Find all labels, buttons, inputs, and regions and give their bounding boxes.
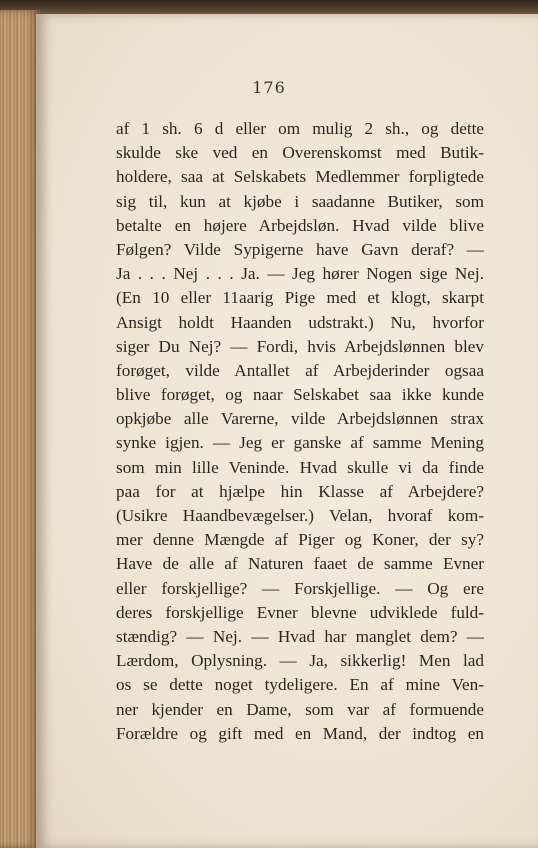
text-line: (En 10 eller 11aarig Pige med et klogt, skarpt	[116, 288, 484, 308]
text-line: holdere, saa at Selskabets Medlemmer forpligtede	[116, 167, 484, 187]
text-line: mer denne Mængde af Piger og Koner, der sy?	[116, 530, 484, 550]
text-line: Have de alle af Naturen faaet de samme Evner	[116, 554, 484, 574]
text-line: stændig? — Nej. — Hvad har manglet dem? —	[116, 626, 484, 646]
text-line: opkjøbe alle Varerne, vilde Arbejdslønnen strax	[116, 409, 484, 429]
text-line: forøget, vilde Antallet af Arbejderinder ogsaa	[116, 360, 484, 380]
text-line: Forældre og gift med en Mand, der indtog en	[116, 723, 484, 743]
page-number: 176	[252, 78, 286, 97]
text-line: os se dette noget tydeligere. En af mine Ven-	[116, 675, 484, 695]
text-line: Følgen? Vilde Sypigerne have Gavn deraf? —	[116, 239, 484, 259]
text-line: synke igjen. — Jeg er ganske af samme Mening	[116, 433, 484, 453]
text-line: Ja . . . Nej . . . Ja. — Jeg hører Nogen sige Nej.	[116, 264, 484, 284]
text-line: Ansigt holdt Haanden udstrakt.) Nu, hvorfor	[116, 312, 484, 332]
text-line: eller forskjellige? — Forskjellige. — Og ere	[116, 578, 484, 598]
text-line: ner kjender en Dame, som var af formuende	[116, 699, 484, 719]
book-page-edges	[0, 10, 40, 848]
text-line: betalte en højere Arbejdsløn. Hvad vilde blive	[116, 215, 484, 235]
body-text	[116, 117, 484, 746]
text-line: siger Du Nej? — Fordi, hvis Arbejdslønnen blev	[116, 336, 484, 356]
text-line: som min lille Veninde. Hvad skulle vi da finde	[116, 457, 484, 477]
text-line: deres forskjellige Evner blevne udviklede fuld-	[116, 602, 484, 622]
text-line: paa for at hjælpe hin Klasse af Arbejdere?	[116, 481, 484, 501]
text-line: af 1 sh. 6 d eller om mulig 2 sh., og dette	[116, 119, 484, 138]
text-line: blive forøget, og naar Selskabet saa ikke kunde	[116, 385, 484, 405]
text-line: sig til, kun at kjøbe i saadanne Butiker, som	[116, 191, 484, 211]
text-line: Lærdom, Oplysning. — Ja, sikkerlig! Men lad	[116, 651, 484, 671]
text-line: skulde ske ved en Overenskomst med Butik-	[116, 143, 484, 163]
text-line: (Usikre Haandbevægelser.) Velan, hvoraf kom-	[116, 506, 484, 525]
